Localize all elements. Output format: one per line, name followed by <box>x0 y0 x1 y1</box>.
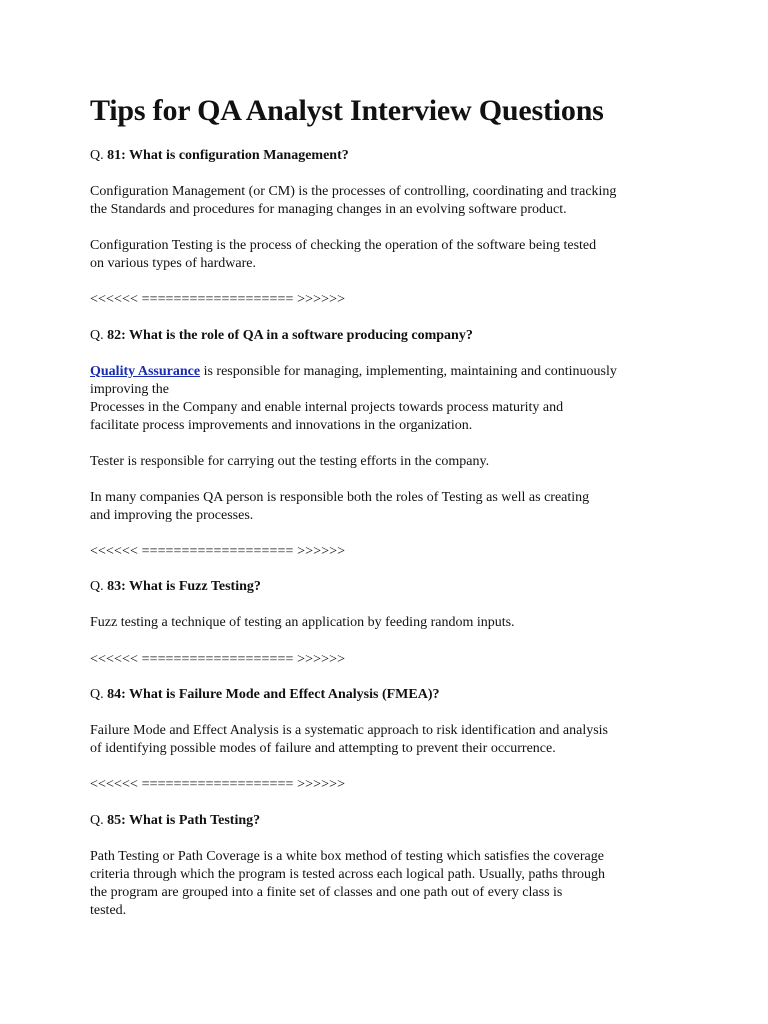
text-line: Tester is responsible for carrying out the testing efforts in the company. <box>90 454 490 469</box>
answer-81-paragraph-2 <box>90 237 680 273</box>
text-line: improving the <box>90 382 169 397</box>
text-line: tested. <box>90 903 127 918</box>
separator: <<<<<< =================== >>>>>> <box>90 292 346 307</box>
separator: <<<<<< =================== >>>>>> <box>90 777 346 792</box>
text-line: the Standards and procedures for managing changes in an evolving software product. <box>90 202 567 217</box>
question-prefix: Q. <box>90 687 108 702</box>
question-text: 82: What is the role of QA in a software producing company? <box>107 328 473 343</box>
question-text: 81: What is configuration Management? <box>107 148 349 163</box>
text-line: Failure Mode and Effect Analysis is a systematic approach to risk identification and analysis <box>90 723 608 738</box>
text-line <box>90 363 680 381</box>
answer-81-paragraph-1 <box>90 183 680 219</box>
question-84 <box>90 686 680 704</box>
answer-82-paragraph-3 <box>90 489 680 525</box>
quality-assurance-link[interactable]: Quality Assurance <box>90 364 201 379</box>
text-line: of identifying possible modes of failure and attempting to prevent their occurrence. <box>90 741 556 756</box>
text-line: and improving the processes. <box>90 508 254 523</box>
text-line: Fuzz testing a technique of testing an application by feeding random inputs. <box>90 615 515 630</box>
text-line: Configuration Management (or CM) is the processes of controlling, coordinating and tracking <box>90 184 617 199</box>
answer-82-paragraph-2 <box>90 453 680 471</box>
text-line: Configuration Testing is the process of checking the operation of the software being tested <box>90 238 597 253</box>
question-prefix: Q. <box>90 148 108 163</box>
text-line: In many companies QA person is responsible both the roles of Testing as well as creating <box>90 490 590 505</box>
question-81 <box>90 147 680 165</box>
question-text: 84: What is Failure Mode and Effect Analysis (FMEA)? <box>107 687 440 702</box>
text-line: on various types of hardware. <box>90 256 257 271</box>
question-82 <box>90 327 680 345</box>
question-prefix: Q. <box>90 328 108 343</box>
link-followup-text: is responsible for managing, implementing, maintaining and continuously <box>200 364 617 379</box>
text-line: facilitate process improvements and innovations in the organization. <box>90 418 473 433</box>
separator: <<<<<< =================== >>>>>> <box>90 544 346 559</box>
question-text: 83: What is Fuzz Testing? <box>107 579 261 594</box>
text-line: criteria through which the program is tested across each logical path. Usually, paths through <box>90 867 605 882</box>
answer-84-paragraph-1 <box>90 722 680 758</box>
text-line: the program are grouped into a finite set of classes and one path out of every class is <box>90 885 563 900</box>
question-83 <box>90 578 680 596</box>
question-prefix: Q. <box>90 813 108 828</box>
question-85 <box>90 812 680 830</box>
answer-82-paragraph-1 <box>90 363 680 435</box>
question-prefix: Q. <box>90 579 108 594</box>
separator: <<<<<< =================== >>>>>> <box>90 652 346 667</box>
question-text: 85: What is Path Testing? <box>107 813 261 828</box>
text-line: Processes in the Company and enable internal projects towards process maturity and <box>90 400 564 415</box>
page-title: Tips for QA Analyst Interview Questions <box>90 94 604 127</box>
answer-85-paragraph-1 <box>90 848 680 920</box>
text-line: Path Testing or Path Coverage is a white box method of testing which satisfies the coverage <box>90 849 604 864</box>
answer-83-paragraph-1 <box>90 614 680 632</box>
